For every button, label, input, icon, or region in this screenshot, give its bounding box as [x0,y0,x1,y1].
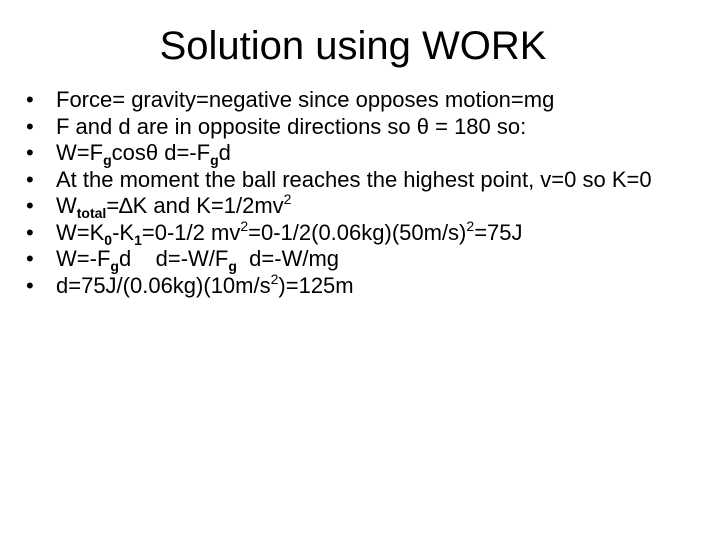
text-run: W [56,193,77,218]
bullet-marker: • [26,140,34,165]
subscript: g [210,152,219,168]
bullet-force [26,87,706,114]
text-run: )=125m [278,272,354,298]
text-run: =0-1/2(0.06kg)(50m/s) [248,219,467,245]
text-run: =0-1/2 mv [141,219,241,245]
bullet-text: Force= gravity=negative since opposes motion=mg [56,87,555,112]
text-run: d=75J/(0.06kg)(10m/s [56,272,271,298]
text-run: d d=-W/F [118,246,229,271]
bullet-work-formula [26,140,706,167]
bullet-list [26,87,706,299]
bullet-marker: • [26,113,34,139]
superscript: 2 [466,217,475,234]
bullet-marker: • [26,193,34,218]
text-run: =∆K and K=1/2mv [106,193,284,218]
text-run: -K [112,219,135,245]
bullet-distance-result [26,270,706,300]
subscript: 0 [104,231,113,248]
text-run: W=K [56,219,105,245]
slide-title: Solution using WORK [159,24,547,68]
subscript: g [103,152,112,168]
bullet-text: At the moment the ball reaches the highest point, v=0 so K=0 [56,166,652,192]
subscript: total [76,205,107,221]
text-run: cosθ d=-F [111,140,211,165]
subscript: g [110,258,119,274]
bullet-distance-formula [26,246,706,273]
subscript: 1 [134,231,142,248]
bullet-work-energy [26,193,706,220]
text-run: d [218,140,231,165]
text-run: d=-W/mg [236,246,340,271]
bullet-marker: • [26,166,34,192]
bullet-highest-point [26,167,706,194]
bullet-marker: • [26,246,34,271]
bullet-work-calc [26,217,706,248]
bullet-marker: • [26,272,34,298]
bullet-text: F and d are in opposite directions so θ = 180 so: [56,113,527,139]
bullet-marker: • [26,87,34,112]
bullet-direction [26,114,706,141]
text-run: W=-F [56,246,111,271]
superscript: 2 [240,217,249,234]
superscript: 2 [270,270,279,287]
subscript: g [228,258,237,274]
superscript: 2 [283,191,292,207]
bullet-marker: • [26,219,34,245]
text-run: =75J [474,219,523,245]
text-run: W=F [56,140,104,165]
